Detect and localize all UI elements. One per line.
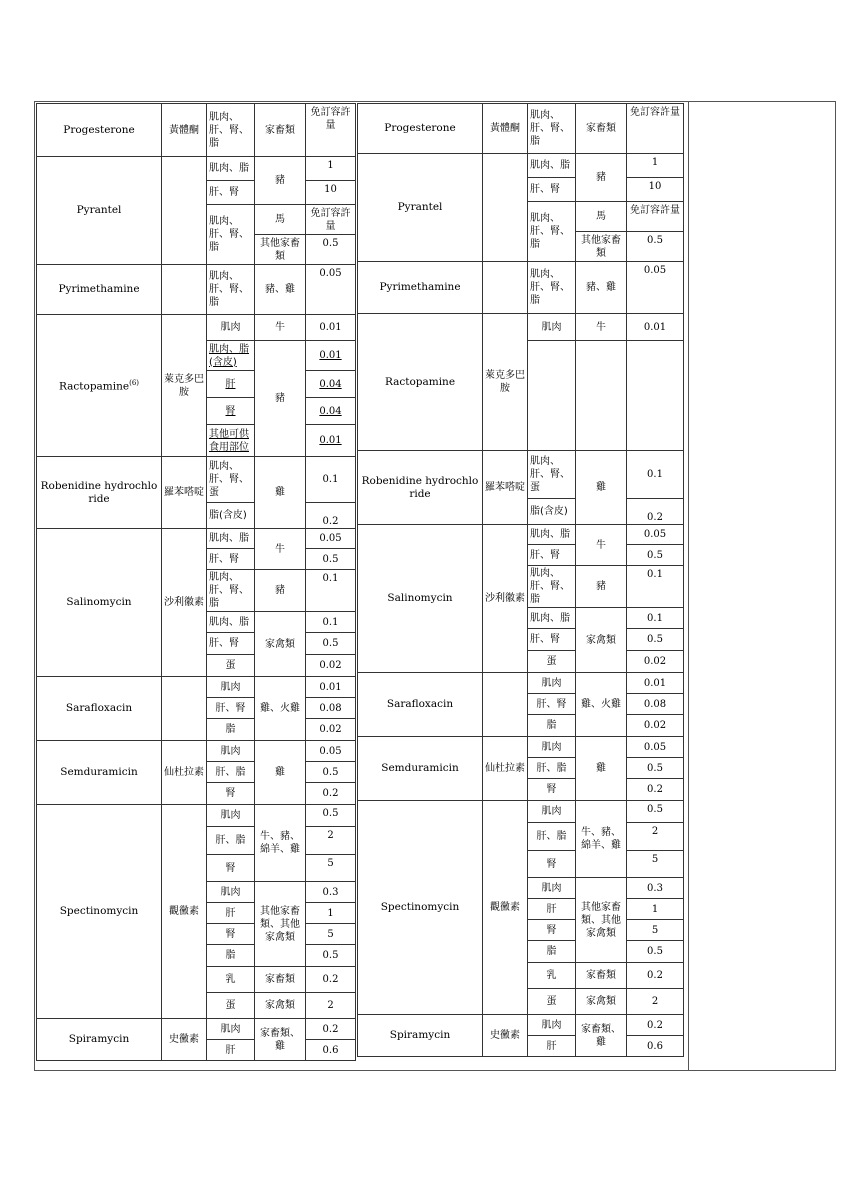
limit-value: 0.05: [627, 737, 684, 758]
drug-name: Semduramicin: [37, 741, 162, 805]
residue-limit-table-left: [36, 103, 356, 1061]
tissue-part: 肝: [528, 1036, 576, 1057]
limit-value: 0.5: [627, 941, 684, 963]
tissue-part: 肝: [207, 903, 255, 924]
tissue-part: 肌肉: [528, 801, 576, 823]
tissue-part: 肌肉、脂: [207, 529, 255, 549]
limit-value: 5: [306, 855, 356, 882]
species: 其他家畜類、其他家禽類: [576, 878, 627, 963]
limit-value: 0.2: [627, 779, 684, 801]
drug-name-text: Ractopamine: [58, 380, 130, 393]
limit-value: 0.5: [306, 235, 356, 265]
limit-value: 0.01: [306, 677, 356, 698]
species: 家禽類: [576, 608, 627, 673]
table-row: [358, 801, 684, 823]
limit-value: 0.2: [306, 783, 356, 805]
tissue-part: 脂(含皮): [528, 499, 576, 525]
tissue-part: 肌肉: [528, 673, 576, 694]
limit-value: 5: [627, 851, 684, 878]
tissue-part: 肌肉、肝、腎、脂: [528, 566, 576, 608]
tissue-part: 脂: [528, 941, 576, 963]
limit-value: 0.5: [306, 945, 356, 967]
species: 牛: [576, 525, 627, 566]
tissue-part: 肌肉: [207, 805, 255, 827]
tissue-part: 肌肉、肝、腎、蛋: [528, 451, 576, 499]
table-row: [358, 525, 684, 545]
limit-value: 5: [306, 924, 356, 945]
limit-value: 0.6: [306, 1040, 356, 1061]
table-row: [37, 1019, 356, 1040]
tissue-part: 腎: [207, 924, 255, 945]
table-row: [37, 457, 356, 503]
drug-name: Sarafloxacin: [358, 673, 483, 737]
tissue-part: 肌肉: [528, 737, 576, 758]
table-row: [37, 104, 356, 157]
table-row: [358, 314, 684, 341]
tissue-part: 肝、腎: [528, 629, 576, 651]
drug-name: Salinomycin: [358, 525, 483, 673]
species: 豬: [576, 154, 627, 202]
tissue-part: 蛋: [207, 655, 255, 677]
limit-value: 0.02: [627, 715, 684, 737]
residue-limit-table-right: [357, 103, 684, 1057]
limit-value: 0.2: [306, 503, 356, 529]
species: 豬: [576, 566, 627, 608]
limit-value: 0.04: [306, 371, 356, 398]
tissue-part: 肌肉、肝、腎、脂: [528, 104, 576, 154]
drug-name: Salinomycin: [37, 529, 162, 677]
tissue-part: 肌肉、脂(含皮): [207, 341, 255, 371]
species: 家畜類: [576, 963, 627, 989]
tissue-part: 脂: [207, 719, 255, 741]
tissue-part: 乳: [528, 963, 576, 989]
drug-name: Semduramicin: [358, 737, 483, 801]
limit-value: 5: [627, 920, 684, 941]
tissue-part: 肝、腎: [207, 633, 255, 655]
drug-alias-empty: [162, 157, 207, 265]
limit-value: 10: [627, 178, 684, 202]
drug-alias-empty: [162, 677, 207, 741]
drug-name: Pyrimethamine: [37, 265, 162, 315]
tissue-part: 蛋: [528, 989, 576, 1015]
table-row: [358, 154, 684, 178]
limit-value: 0.6: [627, 1036, 684, 1057]
limit-value: 0.5: [306, 549, 356, 570]
drug-alias-empty: [483, 262, 528, 314]
tissue-part: 蛋: [207, 993, 255, 1019]
limit-value: 0.1: [306, 457, 356, 503]
empty-cell: [627, 341, 684, 451]
table-row: [37, 677, 356, 698]
tissue-part: 肝、腎: [528, 545, 576, 566]
table-row: [358, 737, 684, 758]
limit-value: 0.2: [627, 1015, 684, 1036]
limit-value: 0.1: [306, 612, 356, 633]
tissue-part: 肝、脂: [207, 762, 255, 783]
drug-alias: 萊克多巴胺: [162, 315, 207, 457]
drug-alias-empty: [162, 265, 207, 315]
species: 豬、雞: [255, 265, 306, 315]
limit-value: 1: [627, 899, 684, 920]
drug-alias: 沙利徽素: [483, 525, 528, 673]
drug-alias: 仙杜拉素: [162, 741, 207, 805]
species: 雞、火雞: [255, 677, 306, 741]
drug-name: Spiramycin: [37, 1019, 162, 1061]
tissue-part: 肌肉、脂: [528, 154, 576, 178]
drug-name: Pyrantel: [358, 154, 483, 262]
limit-value: 0.5: [627, 232, 684, 262]
species: 雞: [576, 451, 627, 525]
drug-alias: 黃體酮: [483, 104, 528, 154]
species: 家畜類: [576, 104, 627, 154]
species: 雞: [255, 457, 306, 529]
drug-name: Progesterone: [358, 104, 483, 154]
species: 其他家畜類: [576, 232, 627, 262]
tissue-part: 肌肉、肝、腎、脂: [207, 570, 255, 612]
species: 家畜類: [255, 104, 306, 157]
drug-alias: 觀黴素: [483, 801, 528, 1015]
tissue-part: 肝、脂: [207, 827, 255, 855]
limit-value: 免訂容許量: [627, 104, 684, 154]
limit-value: 0.5: [627, 801, 684, 823]
species: 牛、豬、綿羊、雞: [255, 805, 306, 882]
species: 馬: [255, 205, 306, 235]
tissue-part: 肝: [528, 899, 576, 920]
tissue-part: 肌肉、肝、腎、脂: [528, 202, 576, 262]
table-row: [37, 315, 356, 341]
limit-value: 1: [306, 157, 356, 181]
tissue-part: 肌肉、脂: [528, 608, 576, 629]
limit-value: 2: [627, 989, 684, 1015]
limit-value: 10: [306, 181, 356, 205]
limit-value: 0.02: [306, 655, 356, 677]
drug-alias: 萊克多巴胺: [483, 314, 528, 451]
drug-name: Pyrimethamine: [358, 262, 483, 314]
tissue-part: 肌肉: [207, 1019, 255, 1040]
limit-value: 0.2: [306, 967, 356, 993]
drug-alias: 羅苯嗒啶: [483, 451, 528, 525]
tissue-part: 肌肉: [528, 878, 576, 899]
limit-value: 0.08: [627, 694, 684, 715]
tissue-part: 肌肉、肝、腎、脂: [207, 104, 255, 157]
limit-value: 0.5: [627, 758, 684, 779]
tissue-part: 肝、腎: [207, 181, 255, 205]
tissue-part: 肌肉: [207, 741, 255, 762]
footnote-ref: (6): [129, 379, 140, 388]
tissue-part: 腎: [207, 398, 255, 425]
tissue-part: 其他可供食用部位: [207, 425, 255, 457]
table-row: [37, 741, 356, 762]
species: 家禽類: [576, 989, 627, 1015]
limit-value: 0.2: [627, 499, 684, 525]
drug-name: Sarafloxacin: [37, 677, 162, 741]
species: 豬、雞: [576, 262, 627, 314]
species: 牛: [255, 315, 306, 341]
tissue-part: 蛋: [528, 651, 576, 673]
drug-alias: 觀黴素: [162, 805, 207, 1019]
limit-value: 0.3: [306, 882, 356, 903]
species: 家畜類、雞: [255, 1019, 306, 1061]
tissue-part: 肝、脂: [528, 823, 576, 851]
species: 豬: [255, 157, 306, 205]
tissue-part: 肌肉: [207, 677, 255, 698]
tissue-part: 腎: [528, 851, 576, 878]
drug-alias-empty: [483, 673, 528, 737]
species: 家禽類: [255, 993, 306, 1019]
tissue-part: 乳: [207, 967, 255, 993]
limit-value: 2: [306, 993, 356, 1019]
limit-value: 0.1: [627, 451, 684, 499]
limit-value: 0.2: [306, 1019, 356, 1040]
species: 家禽類: [255, 612, 306, 677]
drug-alias: 史黴素: [162, 1019, 207, 1061]
table-row: [37, 529, 356, 549]
limit-value: 0.05: [306, 265, 356, 315]
tissue-part: 肝: [207, 371, 255, 398]
species: 馬: [576, 202, 627, 232]
limit-value: 0.01: [306, 425, 356, 457]
limit-value: 0.02: [627, 651, 684, 673]
limit-value: 0.05: [627, 262, 684, 314]
tissue-part: 肝: [207, 1040, 255, 1061]
drug-alias: 沙利徽素: [162, 529, 207, 677]
tissue-part: 肌肉、肝、腎、脂: [207, 265, 255, 315]
species: 雞: [576, 737, 627, 801]
table-row: [37, 805, 356, 827]
limit-value: 0.01: [306, 341, 356, 371]
limit-value: 1: [306, 903, 356, 924]
limit-value: 免訂容許量: [627, 202, 684, 232]
species: 雞: [255, 741, 306, 805]
tissue-part: 腎: [207, 783, 255, 805]
limit-value: 2: [627, 823, 684, 851]
limit-value: 2: [306, 827, 356, 855]
species: 牛: [576, 314, 627, 341]
tissue-part: 肝、腎: [207, 549, 255, 570]
species: 豬: [255, 341, 306, 457]
table-row: [358, 451, 684, 499]
limit-value: 0.1: [627, 608, 684, 629]
drug-name: Robenidine hydrochloride: [37, 457, 162, 529]
tissue-part: 肌肉: [528, 1015, 576, 1036]
species: 其他家畜類、其他家禽類: [255, 882, 306, 967]
limit-value: 0.5: [627, 629, 684, 651]
tissue-part: 肌肉、肝、腎、脂: [207, 205, 255, 265]
drug-alias-empty: [483, 154, 528, 262]
limit-value: 0.1: [627, 566, 684, 608]
limit-value: 0.3: [627, 878, 684, 899]
species: 家畜類: [255, 967, 306, 993]
limit-value: 0.04: [306, 398, 356, 425]
drug-name: Spectinomycin: [37, 805, 162, 1019]
margin-divider: [688, 101, 689, 1071]
limit-value: 0.05: [627, 525, 684, 545]
tissue-part: 肝、腎: [528, 694, 576, 715]
limit-value: 免訂容許量: [306, 104, 356, 157]
table-row: [37, 265, 356, 315]
limit-value: 免訂容許量: [306, 205, 356, 235]
drug-alias: 黃體酮: [162, 104, 207, 157]
tissue-part: 脂: [207, 945, 255, 967]
tissue-part: 肌肉、脂: [528, 525, 576, 545]
limit-value: 0.05: [306, 741, 356, 762]
species: 牛: [255, 529, 306, 570]
limit-value: 0.01: [627, 314, 684, 341]
drug-name: Robenidine hydrochloride: [358, 451, 483, 525]
drug-name: Ractopamine: [358, 314, 483, 451]
limit-value: 0.02: [306, 719, 356, 741]
empty-cell: [528, 341, 576, 451]
tissue-part: 脂(含皮): [207, 503, 255, 529]
tissue-part: 肌肉、肝、腎、脂: [528, 262, 576, 314]
limit-value: 0.5: [306, 762, 356, 783]
limit-value: 0.5: [306, 633, 356, 655]
tissue-part: 脂: [528, 715, 576, 737]
drug-name: Pyrantel: [37, 157, 162, 265]
tissue-part: 腎: [207, 855, 255, 882]
tissue-part: 肌肉、脂: [207, 612, 255, 633]
limit-value: 1: [627, 154, 684, 178]
species: 牛、豬、綿羊、雞: [576, 801, 627, 878]
drug-name: Spiramycin: [358, 1015, 483, 1057]
table-row: [37, 157, 356, 181]
table-row: [358, 673, 684, 694]
species: 家畜類、雞: [576, 1015, 627, 1057]
tissue-part: 肌肉: [207, 315, 255, 341]
drug-name: Progesterone: [37, 104, 162, 157]
table-row: [358, 104, 684, 154]
limit-value: 0.01: [306, 315, 356, 341]
limit-value: 0.5: [306, 805, 356, 827]
limit-value: 0.05: [306, 529, 356, 549]
table-row: [358, 1015, 684, 1036]
limit-value: 0.08: [306, 698, 356, 719]
limit-value: 0.5: [627, 545, 684, 566]
limit-value: 0.2: [627, 963, 684, 989]
species: 豬: [255, 570, 306, 612]
tissue-part: 腎: [528, 920, 576, 941]
drug-alias: 仙杜拉素: [483, 737, 528, 801]
tissue-part: 腎: [528, 779, 576, 801]
tissue-part: 肌肉: [207, 882, 255, 903]
species: 其他家畜類: [255, 235, 306, 265]
tissue-part: 肌肉、肝、腎、蛋: [207, 457, 255, 503]
limit-value: 0.01: [627, 673, 684, 694]
tissue-part: 肌肉: [528, 314, 576, 341]
drug-alias: 史黴素: [483, 1015, 528, 1057]
drug-name: Spectinomycin: [358, 801, 483, 1015]
drug-alias: 羅苯嗒啶: [162, 457, 207, 529]
tissue-part: 肝、腎: [207, 698, 255, 719]
empty-cell: [576, 341, 627, 451]
limit-value: 0.1: [306, 570, 356, 612]
species: 雞、火雞: [576, 673, 627, 737]
drug-name: [37, 315, 162, 457]
table-row: [358, 262, 684, 314]
tissue-part: 肝、腎: [528, 178, 576, 202]
tissue-part: 肝、脂: [528, 758, 576, 779]
tissue-part: 肌肉、脂: [207, 157, 255, 181]
